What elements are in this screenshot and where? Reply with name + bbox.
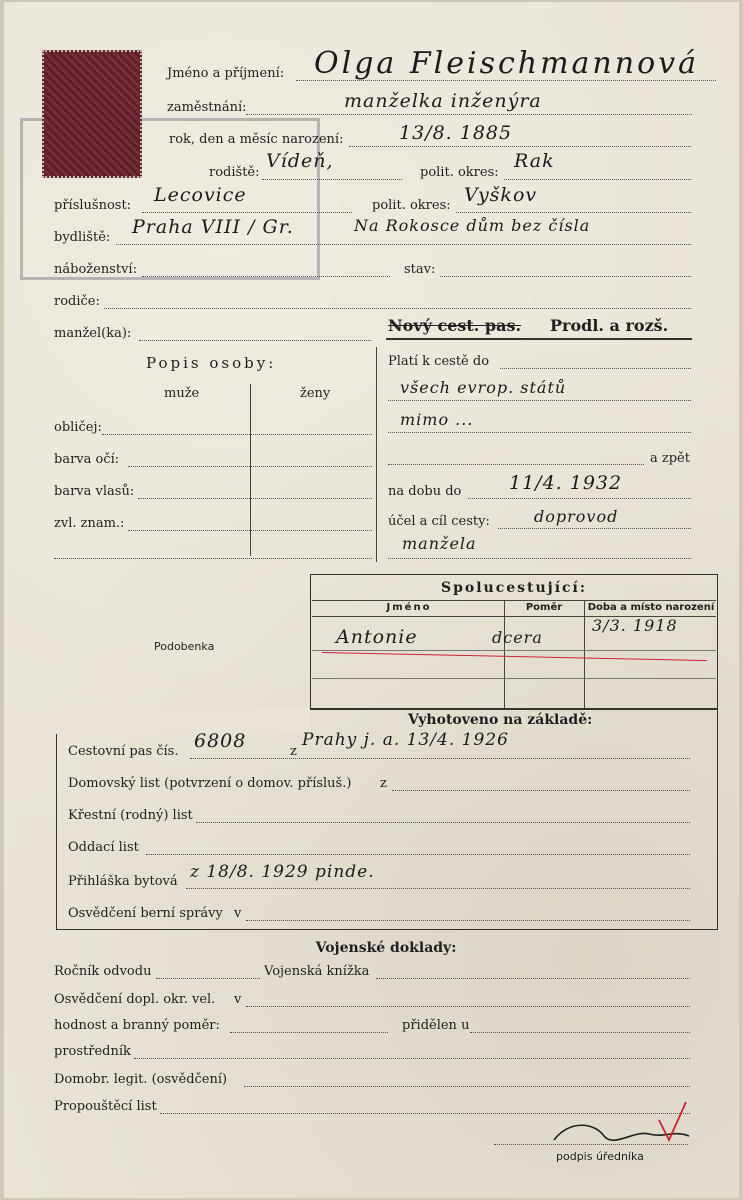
residence-value: Praha VIII / Gr. [132, 216, 294, 238]
residence-label: bydliště: [54, 230, 111, 245]
residence-value-2: Na Rokosce dům bez čísla [354, 216, 591, 235]
desc-row-marks: zvl. znam.: [54, 516, 125, 531]
parents-label: rodiče: [54, 294, 100, 309]
valid-label: Platí k cestě do [388, 354, 490, 369]
name-label: Jméno a příjmení: [167, 66, 285, 81]
companion-birth: 3/3. 1918 [592, 616, 678, 635]
purpose-label: účel a cíl cesty: [388, 514, 490, 529]
companion-relation: dcera [492, 628, 543, 647]
duration-value: 11/4. 1932 [509, 472, 623, 494]
companion-name: Antonie [336, 626, 418, 648]
description-heading: Popis osoby: [146, 354, 277, 372]
desc-row-eyes: barva očí: [54, 452, 120, 467]
photo-label: Podobenka [154, 640, 215, 653]
legion-label: Domobr. legit. (osvědčení) [54, 1072, 228, 1087]
domicile-label: Domovský list (potvrzení o domov. přísluš.) [68, 776, 352, 791]
birth-label: rok, den a měsíc narození: [169, 132, 344, 147]
belonging-label: příslušnost: [54, 198, 132, 213]
baptism-label: Křestní (rodný) list [68, 808, 193, 823]
revenue-stamp [42, 50, 142, 178]
occupation-label: zaměstnání: [167, 100, 247, 115]
military-heading: Vojenské doklady: [315, 940, 457, 956]
belonging-value: Lecovice [154, 184, 247, 206]
registration-label: Přihláška bytová [68, 874, 178, 889]
passport-application-form [4, 2, 739, 1198]
signature-label: podpis úředníka [556, 1150, 644, 1163]
year-label: Ročník odvodu [54, 964, 152, 979]
extension-heading: Prodl. a rozš. [550, 316, 669, 335]
polit-okres-label-1: polit. okres: [420, 165, 499, 180]
purpose-value-2: manžela [402, 534, 477, 553]
passport-from-prefix: z [290, 744, 297, 759]
tax-v: v [234, 906, 242, 921]
valid-value-1: všech evrop. států [400, 378, 567, 397]
desc-row-face: obličej: [54, 420, 102, 435]
rank-label: hodnost a branný poměr: [54, 1018, 220, 1033]
marriage-label: Oddací list [68, 840, 139, 855]
spouse-label: manžel(ka): [54, 326, 132, 341]
domicile-z: z [380, 776, 387, 791]
col-name: Jméno [386, 602, 432, 613]
tax-label: Osvědčení berní správy [68, 906, 223, 921]
registration-value: z 18/8. 1929 pinde. [190, 862, 375, 882]
passport-number: 6808 [194, 730, 247, 752]
stav-label: stav: [404, 262, 436, 277]
intermediary-label: prostředník [54, 1044, 131, 1059]
passport-from: Prahy j. a. 13/4. 1926 [302, 730, 509, 750]
cert-v: v [234, 992, 242, 1007]
birth-value: 13/8. 1885 [399, 122, 513, 144]
religion-label: náboženství: [54, 262, 137, 277]
new-passport-heading: Nový cest. pas. [388, 316, 522, 335]
passport-label: Cestovní pas čís. [68, 744, 179, 759]
duration-label: na dobu do [388, 484, 462, 499]
back-label: a zpět [650, 451, 690, 466]
assigned-label: přidělen u [402, 1018, 470, 1033]
occupation-value: manželka inženýra [344, 90, 542, 112]
col-female: ženy [300, 386, 331, 401]
name-value: Olga Fleischmannová [314, 46, 699, 81]
birthplace-value: Vídeň, [266, 150, 334, 172]
col-male: muže [164, 386, 200, 401]
polit-okres-label-2: polit. okres: [372, 198, 451, 213]
col-birth: Doba a místo narození [587, 602, 715, 613]
polit-okres-value-2: Vyškov [464, 184, 538, 206]
birthplace-label: rodiště: [209, 165, 260, 180]
book-label: Vojenská knížka [264, 964, 370, 979]
basis-heading: Vyhotoveno na základě: [408, 712, 593, 728]
desc-row-hair: barva vlasů: [54, 484, 135, 499]
valid-value-2: mimo ... [400, 410, 474, 429]
release-label: Propouštěcí list [54, 1099, 157, 1114]
companions-heading: Spolucestující: [440, 580, 588, 596]
col-relation: Poměr [525, 602, 563, 613]
purpose-value-1: doprovod [534, 507, 619, 526]
polit-okres-value-1: Rak [514, 150, 555, 172]
cert-label: Osvědčení dopl. okr. vel. [54, 992, 216, 1007]
